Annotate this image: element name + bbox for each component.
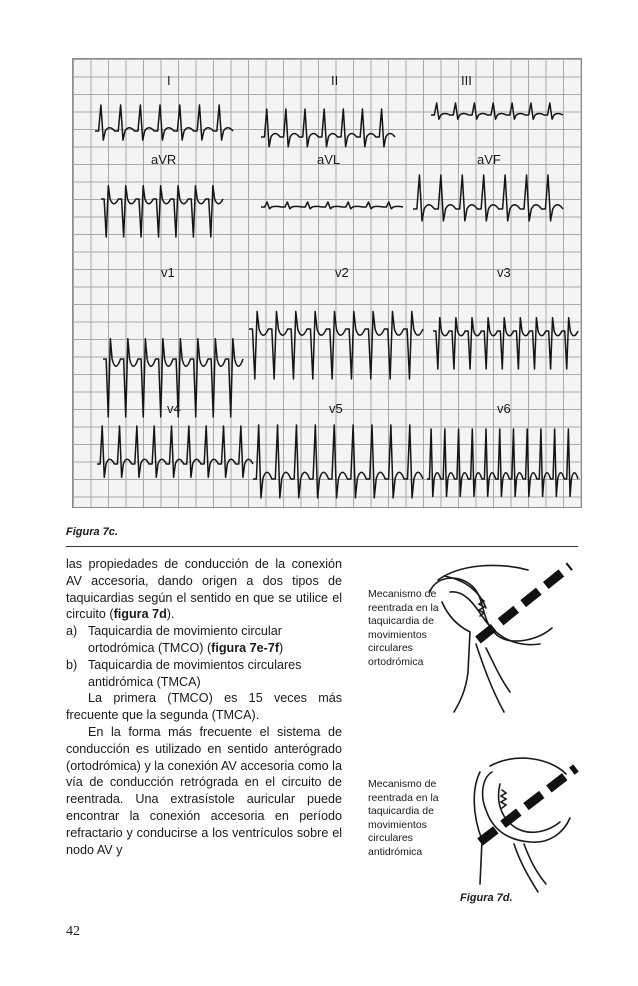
ecg-trace-ii (261, 109, 395, 147)
figure-ref-7e-7f: figura 7e-7f (211, 640, 280, 655)
ecg-trace-avr (101, 186, 223, 237)
lead-label-v4: v4 (167, 401, 181, 416)
ecg-trace-avf (413, 175, 563, 221)
list-item-b: b) Taquicardia de movimientos circulares antidrómica (TMCA) (66, 657, 302, 689)
figure-ref-7d: figura 7d (113, 607, 167, 622)
lead-label-avl: aVL (317, 152, 341, 167)
heart-diagram-antidromic (420, 744, 620, 904)
heart-diagram-orthodromic (420, 552, 620, 722)
ecg-trace-v2 (249, 312, 423, 380)
ecg-trace-avl (261, 202, 403, 209)
caption-divider (66, 546, 578, 547)
lead-label-ii: II (331, 73, 339, 88)
ecg-trace-iii (431, 103, 563, 119)
figure-7d-caption: Figura 7d. (460, 892, 513, 904)
lead-label-v5: v5 (329, 401, 343, 416)
lead-label-v2: v2 (335, 265, 349, 280)
lead-label-avf: aVF (477, 152, 501, 167)
diagram-label-orthodromic: Mecanismo de reentrada en la taquicardia de movimientos circulares ortodrómica (368, 588, 439, 668)
lead-label-v6: v6 (497, 401, 511, 416)
ecg-figure (72, 58, 582, 508)
ecg-trace-v4 (97, 426, 253, 477)
paragraph-3: En la forma más frecuente el sistema de conducción es utilizado en sentido anterógrado (ortodrómica) y la conexión AV accesoria como la vía de conducción retrógrada en el circuito de reentrada. Una extrasístole auricular puede encontrar la conexión accesoria en período refractario y conducirse a los ventrículos sobre el nodo AV y (66, 724, 342, 857)
ecg-trace-v5 (253, 425, 423, 498)
paragraph-1: las propiedades de conducción de la conexión AV accesoria, dando origen a dos tipos de taquicardias según el sentido en que se utilice el circuito (figura 7d). (66, 557, 342, 622)
lead-label-v3: v3 (497, 265, 511, 280)
ecg-trace-i (95, 105, 233, 140)
ecg-trace-v3 (433, 318, 578, 369)
ecg-trace-v6 (427, 429, 578, 497)
diagram-label-antidromic: Mecanismo de reentrada en la taquicardia de movimientos circulares antidrómica (368, 778, 439, 858)
list-item-a: a) Taquicardia de movimiento circular ortodrómica (TMCO) (figura 7e-7f) (66, 624, 284, 655)
lead-label-i: I (167, 73, 171, 88)
lead-label-v1: v1 (161, 265, 175, 280)
paragraph-2: La primera (TMCO) es 15 veces más frecuente que la segunda (TMCA). (66, 691, 342, 723)
ecg-traces (73, 59, 583, 509)
page-number: 42 (66, 924, 80, 939)
figure-7c-caption: Figura 7c. (66, 526, 118, 538)
body-text-column (66, 556, 342, 858)
lead-label-avr: aVR (151, 152, 177, 167)
lead-label-iii: III (461, 73, 472, 88)
